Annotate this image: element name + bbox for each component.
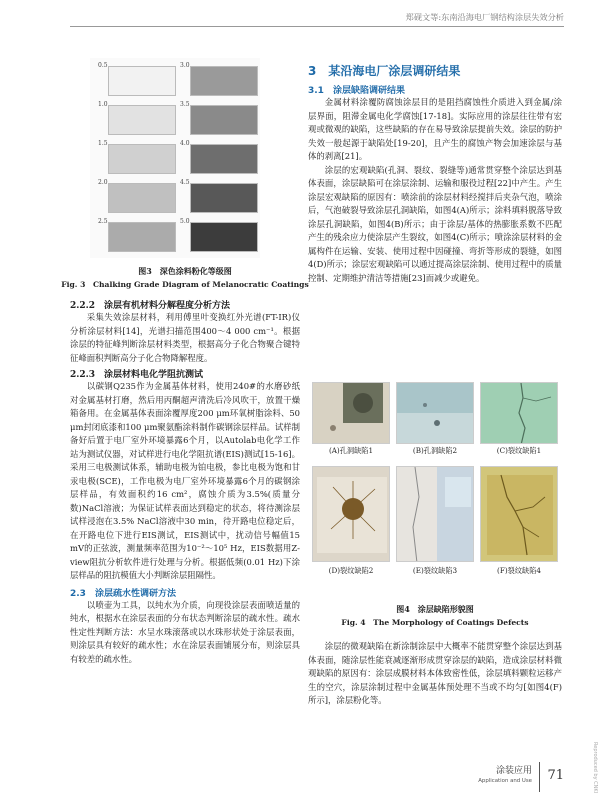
swatch-grade-label: 4.0: [180, 140, 190, 147]
photo-crack-defect-4: [480, 466, 558, 562]
label-C: (C)裂纹缺陷1: [496, 446, 542, 455]
photo-hole-defect-1: [312, 382, 390, 444]
swatch-grade-label: 0.5: [98, 62, 108, 69]
page-number: 71: [547, 768, 564, 783]
photo-hole-defect-2: [396, 382, 474, 444]
swatch-grade-2.0: [108, 183, 176, 213]
swatch-grade-1.5: [108, 144, 176, 174]
section-2-3-body: 以喷壶为工具，以纯水为介质，向现役涂层表面喷适量的纯水，根据水在涂层表面的分布状态判断涂层的疏水性。疏水性定性判断方法：水呈水珠滚落或以水珠形状处于涂层表面，则涂层具有较好的疏水性；水在涂层表面铺展分布，则涂层具有较差的疏水性。: [70, 599, 300, 664]
section-3-1-para-3: 涂层的微观缺陷在新涂制涂层中大概率不能贯穿整个涂层达到基体表面，随涂层性能衰减逐渐形成贯穿涂层的缺陷，造成涂层材料微观缺陷的原因有：涂层成膜材料本体致密性低，涂层填料颗粒运移产生的空穴，涂层涂制过程中金属基体预处理不当或不均匀[如图4(F)所示]，涂层粉化等。: [308, 641, 562, 705]
figure-4-caption-cn: 图4 涂层缺陷形貌图: [396, 604, 474, 614]
section-2-2-2-title: 2.2.2 涂层有机材料分解程度分析方法: [70, 301, 231, 311]
side-mark: Reproduced by CNKI: [592, 742, 598, 794]
label-B: (B)孔洞缺陷2: [412, 446, 458, 455]
label-E: (E)裂纹缺陷3: [412, 566, 458, 575]
header-rule: [70, 26, 564, 27]
section-3-1-para-1: 金属材料涂覆防腐蚀涂层目的是阻挡腐蚀性介质进入到金属/涂层界面，阻滞金属电化学腐蚀[17-18]。实际应用的涂层往往带有宏观或微观的缺陷，这些缺陷的存在易导致涂层提前失效。涂层的防护失效一般起源于缺陷处[19-20]，且产生的腐蚀产物会加速涂层与基体的剥离[21]。: [308, 97, 562, 161]
swatch-grade-label: 5.0: [180, 218, 190, 225]
photo-crack-defect-1: [480, 382, 558, 444]
photo-crack-defect-2: [312, 466, 390, 562]
swatch-grade-2.5: [108, 222, 176, 252]
running-header: 郑砚文等:东南沿海电厂钢结构涂层失效分析: [405, 12, 564, 22]
swatch-grade-4.5: [190, 183, 258, 213]
swatch-grade-label: 1.5: [98, 140, 108, 147]
swatch-grade-1.0: [108, 105, 176, 135]
figure-3-swatch-grid: [98, 62, 248, 258]
right-column-top: [308, 62, 562, 285]
swatch-grade-5.0: [190, 222, 258, 252]
swatch-grade-label: 3.0: [180, 62, 190, 69]
section-3-title: 3 某沿海电厂涂层调研结果: [308, 64, 461, 78]
label-A: (A)孔洞缺陷1: [328, 446, 374, 455]
journal-name-en: Application and Use: [478, 778, 532, 784]
swatch-grade-4.0: [190, 144, 258, 174]
section-2-2-2-body: 采集失效涂层材料，利用傅里叶变换红外光谱(FT-IR)仪分析涂层材料[14]，光谱扫描范围400～4 000 cm⁻¹。根据涂层的特征峰判断涂层材料类型，根据高分子化合物聚合键特征峰面积判断高分子化合物降解程度。: [70, 312, 300, 363]
swatch-grade-label: 4.5: [180, 179, 190, 186]
photo-crack-defect-3: [396, 466, 474, 562]
left-column: [70, 298, 300, 666]
swatch-grade-label: 1.0: [98, 101, 108, 108]
swatch-grade-0.5: [108, 66, 176, 96]
section-3-1-title: 3.1 涂层缺陷调研结果: [308, 86, 405, 96]
journal-name: 涂装应用: [495, 766, 532, 776]
figure-3-caption-cn: 图3 深色涂料粉化等级图: [138, 266, 232, 276]
label-F: (F)裂纹缺陷4: [497, 566, 541, 575]
swatch-grade-label: 2.5: [98, 218, 108, 225]
figure-3-caption-en: Fig. 3 Chalking Grade Diagram of Melanocratic Coatings: [61, 280, 309, 289]
label-D: (D)裂纹缺陷2: [328, 566, 374, 575]
section-3-1-para-2: 涂层的宏观缺陷(孔洞、裂纹、裂缝等)通常贯穿整个涂层达到基体表面，涂层缺陷可在涂层涂制、运输和服役过程[22]中产生。产生涂层宏观缺陷的原因有：喷涂前的涂层材料经搅拌后夹杂气泡，喷涂后，气泡破裂导致涂层孔洞缺陷，如图4(A)所示；涂料填料脱落导致涂层孔洞缺陷，如图4(B)所示；由于涂层/基体的热膨胀系数不匹配产生的残余应力使涂层产生裂纹，如图4(C)所示；喷涂涂层材料的金属构件在运输、安装、使用过程中因碰撞、弯折等形成的裂缝，如图4(D)所示；涂层宏观缺陷可以通过提高涂层涂制、使用过程中的质量控制、定期维护清洁等措施[23]而减少或避免。: [308, 164, 562, 283]
swatch-grade-3.0: [190, 66, 258, 96]
swatch-grade-label: 2.0: [98, 179, 108, 186]
section-2-3-title: 2.3 涂层疏水性调研方法: [70, 588, 176, 599]
swatch-grade-3.5: [190, 105, 258, 135]
swatch-grade-label: 3.5: [180, 101, 190, 108]
footer-rule: [539, 762, 540, 792]
figure-4: [308, 382, 562, 597]
figure-4-caption-en: Fig. 4 The Morphology of Coatings Defects: [341, 618, 529, 627]
right-column-bottom: [308, 640, 562, 708]
section-2-2-3-title: 2.2.3 涂层材料电化学阻抗测试: [70, 370, 204, 380]
section-2-2-3-body: 以碳钢Q235作为金属基体材料，使用240#的水磨砂纸对金属基材打磨，然后用丙酮超声清洗后冷风吹干，放置干燥箱备用。在金属基体表面涂覆厚度200 μm环氧树脂涂料、50 μm封闭底漆和100 μm聚氨酯涂料制作碳钢涂层样品。试样制备好后置于电厂室外环境暴露6个月，以Autolab电化学工作站为测试仪器，对试样进行电化学阻抗谱(EIS)测试[15-16]。采用三电极测试体系，辅助电极为铂电极，参比电极为饱和甘汞电极(SCE)，工作电极为电厂室外环境暴露6个月的碳钢涂层样品，有效面积约16 cm²，腐蚀介质为3.5%(质量分数)NaCl溶液；为保证试样表面达到稳定的状态，将待测涂层试样浸泡在3.5% NaCl溶液中30 min，待开路电位稳定后，在开路电位下进行EIS测试，EIS测试中，扰动信号幅值15 mV的正弦波，测量频率范围为10⁻²～10⁵ Hz，EIS数据用Z-view阻抗分析软件进行处理与分析。根据低频(0.01 Hz)下涂层样品的阻抗模值大小判断涂层阻隔性。: [70, 381, 300, 580]
